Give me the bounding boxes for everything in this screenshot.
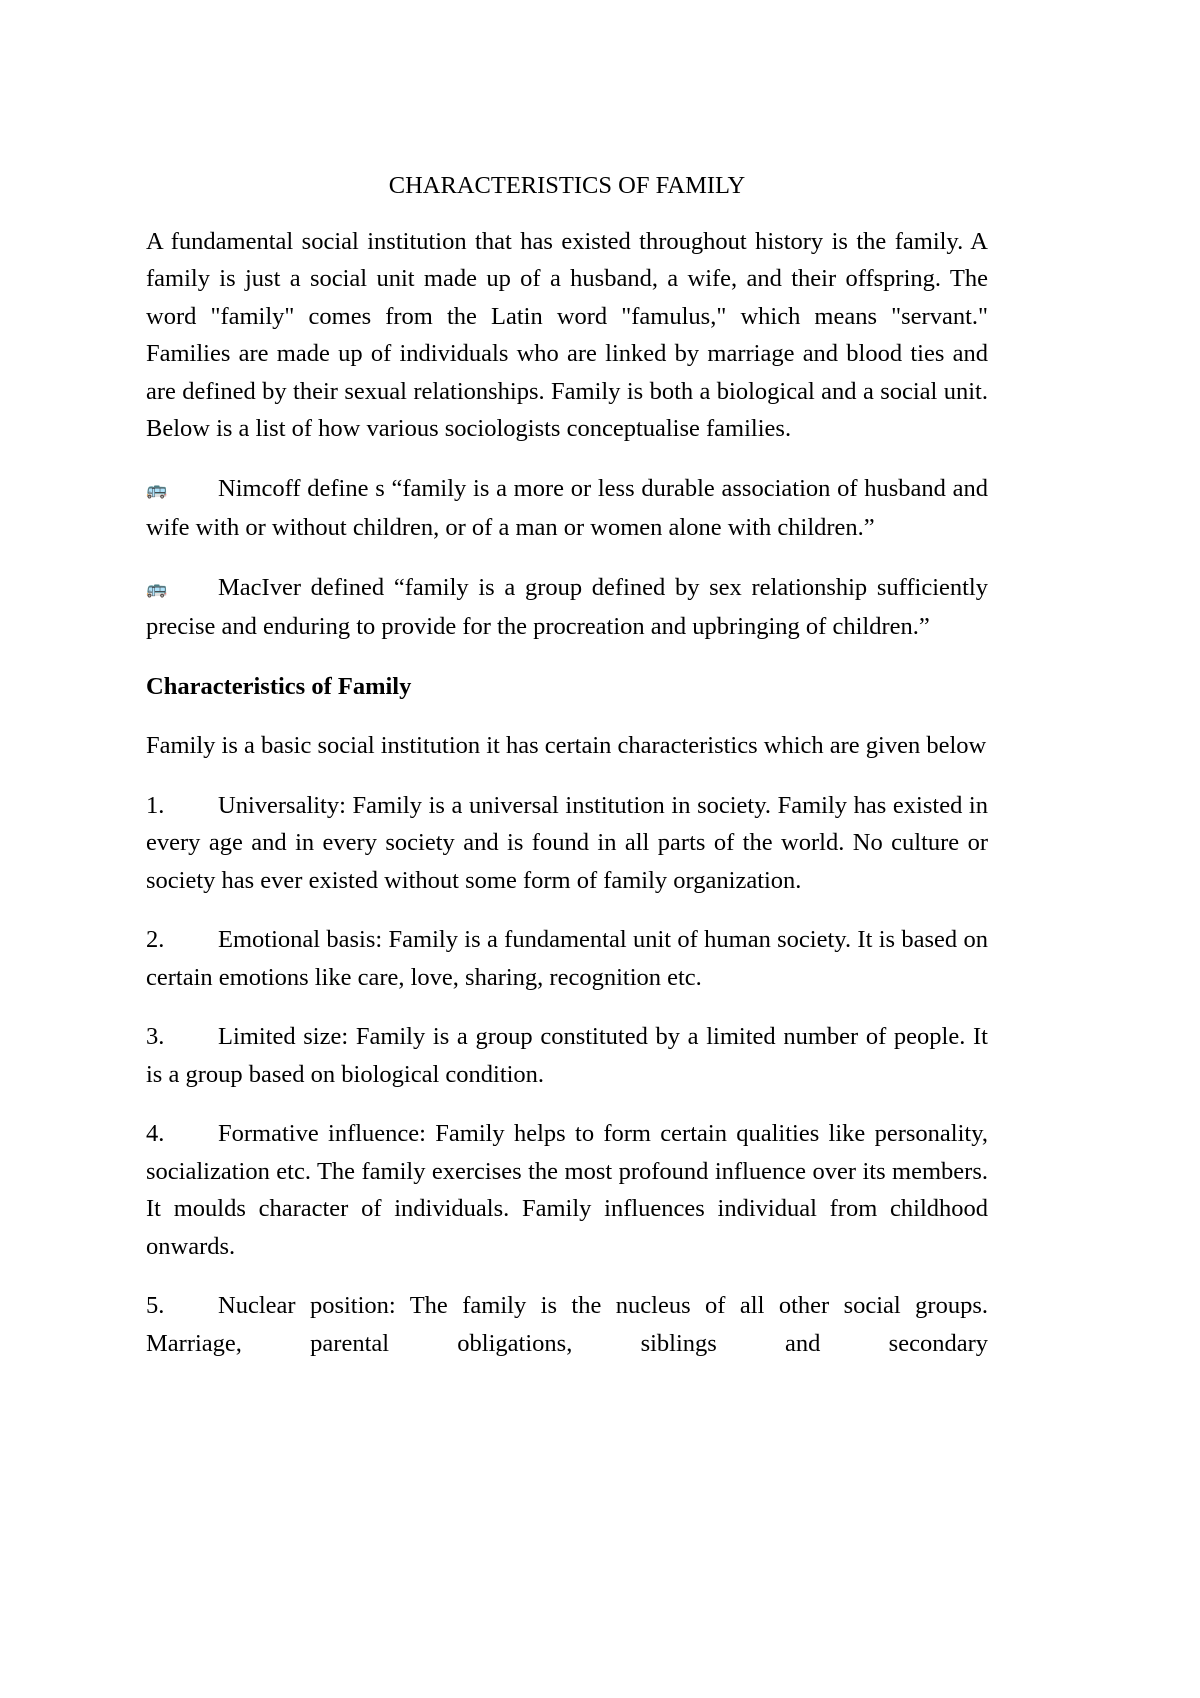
list-item [146, 1287, 988, 1362]
intro-paragraph: A fundamental social institution that has existed throughout history is the family. A family is just a social unit made up of a husband, a wife, and their offspring. The word "family" comes from the Latin word "famulus," which means "servant." Families are made up of individuals who are linked by marriage and blood ties and are defined by their sexual relationships. Family is both a biological and a social unit. Below is a list of how various sociologists conceptualise families. [146, 227, 988, 442]
item-text: Emotional basis: Family is a fundamental unit of human society. It is based on certain emotions like care, love, sharing, recognition etc. [146, 926, 988, 991]
bus-icon: 🚌 [146, 578, 168, 599]
definition-text: MacIver defined “family is a group defined by sex relationship sufficiently precise and enduring to provide for the procreation and upbringing of children.” [146, 573, 988, 640]
item-number: 3. [146, 1023, 165, 1050]
document-title: CHARACTERISTICS OF FAMILY [388, 172, 746, 199]
item-text: Formative influence: Family helps to form certain qualities like personality, socialization etc. The family exercises the most profound influence over its members. It moulds character of individuals. Family influences individual from childhood onwards. [146, 1120, 988, 1260]
item-number: 4. [146, 1120, 165, 1147]
item-number: 2. [146, 926, 165, 953]
list-item [146, 1115, 988, 1265]
item-text: Nuclear position: The family is the nucleus of all other social groups. Marriage, parental obligations, siblings and secondary [146, 1292, 988, 1357]
list-item [146, 787, 988, 900]
item-number: 5. [146, 1292, 165, 1319]
section-intro: Family is a basic social institution it has certain characteristics which are given below [146, 732, 987, 759]
item-text: Universality: Family is a universal institution in society. Family has existed in every age and in every society and is found in all parts of the world. No culture or society has ever existed without some form of family organization. [146, 791, 988, 894]
bus-icon: 🚌 [146, 479, 168, 500]
item-number: 1. [146, 791, 165, 819]
list-item [146, 1018, 988, 1093]
definition-text: Nimcoff define s “family is a more or less durable association of husband and wife with or without children, or of a man or women alone with children.” [146, 474, 988, 541]
definition-maciver [146, 569, 988, 646]
definition-nimcoff [146, 470, 988, 547]
item-text: Limited size: Family is a group constituted by a limited number of people. It is a group based on biological condition. [146, 1023, 988, 1088]
list-item [146, 921, 988, 996]
section-heading: Characteristics of Family [146, 672, 412, 700]
document-body [146, 167, 988, 1384]
